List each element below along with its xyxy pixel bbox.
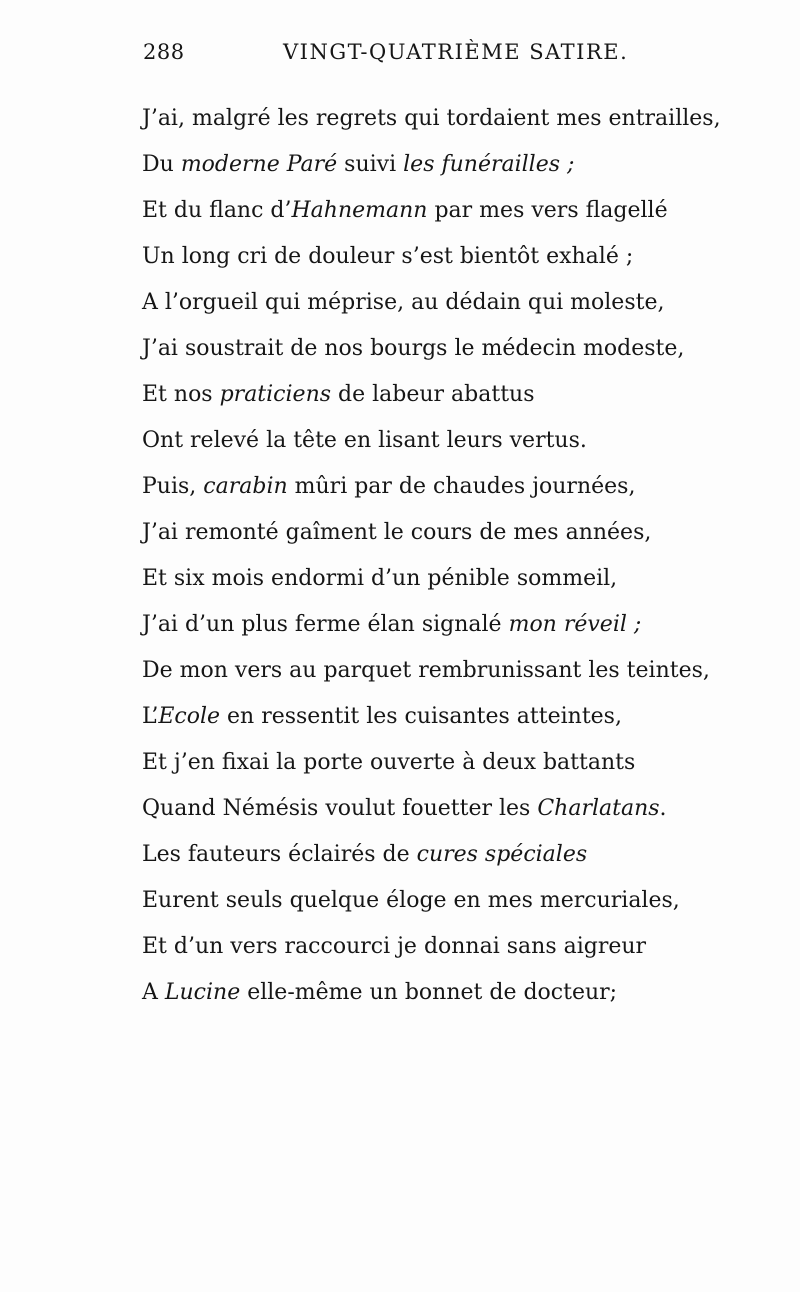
verse-line xyxy=(142,740,742,786)
verse-line xyxy=(142,464,742,510)
verse-line xyxy=(142,694,742,740)
verse-text: Et nos xyxy=(142,382,220,407)
verse-line xyxy=(142,832,742,878)
verse-italic-text: mon réveil ; xyxy=(508,612,642,637)
verse-text: elle-même un bonnet de docteur; xyxy=(240,980,618,1005)
verse-text: de labeur abattus xyxy=(331,382,535,407)
verse-line xyxy=(142,188,742,234)
verse-line xyxy=(142,142,742,188)
verse-text: Et d’un vers raccourci je donnai sans aigreur xyxy=(142,934,647,959)
verse-text: Du xyxy=(142,152,181,177)
verse-line xyxy=(142,786,742,832)
verse-line xyxy=(142,878,742,924)
verse-text: . xyxy=(659,796,667,821)
verse-line xyxy=(142,648,742,694)
verse-text: L’ xyxy=(142,704,159,729)
verse-text: De mon vers au parquet rembrunissant les teintes, xyxy=(142,658,710,683)
verse-line xyxy=(142,326,742,372)
verse-line xyxy=(142,234,742,280)
verse-line xyxy=(142,418,742,464)
running-head: VINGT-QUATRIÈME SATIRE. xyxy=(283,40,629,64)
verse-text: mûri par de chaudes journées, xyxy=(287,474,636,499)
poem-body xyxy=(142,96,742,1016)
verse-text: suivi xyxy=(337,152,404,177)
verse-text: J’ai remonté gaîment le cours de mes années, xyxy=(142,520,652,545)
verse-text: Quand Némésis voulut fouetter les xyxy=(142,796,538,821)
verse-italic-text: cures spéciales xyxy=(416,842,588,867)
verse-line xyxy=(142,96,742,142)
verse-italic-text: les funérailles ; xyxy=(403,152,575,177)
verse-text: Puis, xyxy=(142,474,204,499)
verse-line xyxy=(142,280,742,326)
verse-text: Ont relevé la tête en lisant leurs vertus. xyxy=(142,428,587,453)
verse-line xyxy=(142,372,742,418)
verse-text: J’ai, malgré les regrets qui tordaient mes entrailles, xyxy=(142,106,721,131)
verse-italic-text: Charlatans xyxy=(537,796,660,821)
verse-line xyxy=(142,924,742,970)
verse-text: Et j’en fixai la porte ouverte à deux battants xyxy=(142,750,636,775)
verse-text: par mes vers flagellé xyxy=(427,198,668,223)
verse-italic-text: Ecole xyxy=(158,704,221,729)
verse-line xyxy=(142,510,742,556)
verse-text: J’ai d’un plus ferme élan signalé xyxy=(142,612,509,637)
verse-text: Un long cri de douleur s’est bientôt exhalé ; xyxy=(142,244,634,269)
verse-italic-text: praticiens xyxy=(219,382,332,407)
verse-text: Et six mois endormi d’un pénible sommeil, xyxy=(142,566,618,591)
verse-text: Les fauteurs éclairés de xyxy=(142,842,417,867)
page-number: 288 xyxy=(143,40,185,64)
verse-line xyxy=(142,556,742,602)
verse-text: A l’orgueil qui méprise, au dédain qui moleste, xyxy=(142,290,665,315)
verse-italic-text: Lucine xyxy=(164,980,241,1005)
verse-line xyxy=(142,970,742,1016)
verse-text: en ressentit les cuisantes atteintes, xyxy=(220,704,622,729)
page-header xyxy=(143,40,783,80)
verse-italic-text: Hahnemann xyxy=(291,198,428,223)
verse-text: A xyxy=(142,980,165,1005)
verse-italic-text: moderne Paré xyxy=(180,152,338,177)
verse-italic-text: carabin xyxy=(203,474,288,499)
verse-text: J’ai soustrait de nos bourgs le médecin modeste, xyxy=(142,336,685,361)
verse-line xyxy=(142,602,742,648)
verse-text: Et du flanc d’ xyxy=(142,198,292,223)
verse-text: Eurent seuls quelque éloge en mes mercuriales, xyxy=(142,888,680,913)
